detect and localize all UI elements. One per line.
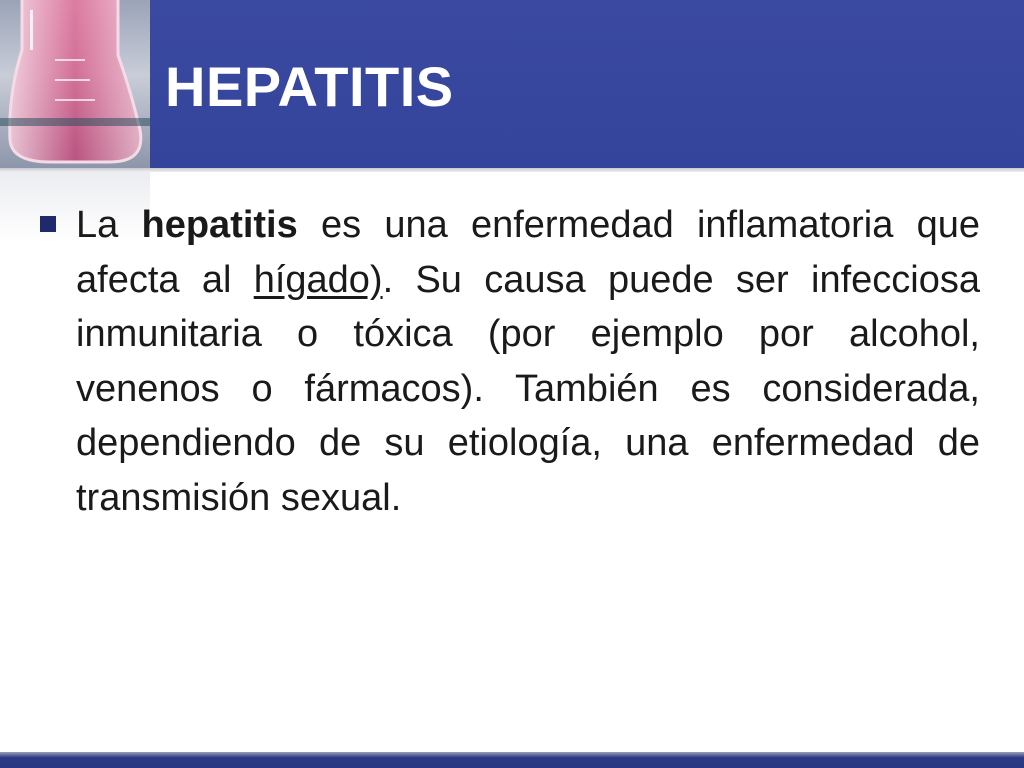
bullet-item: [40, 198, 980, 525]
header-band: [0, 0, 1024, 168]
bullet-text-segment: La: [76, 204, 142, 246]
bullet-paragraph: [76, 198, 980, 525]
flask-photo: [0, 0, 150, 168]
footer-band: [0, 752, 1024, 768]
bold-term-hepatitis: hepatitis: [141, 204, 298, 246]
square-bullet-icon: [40, 216, 56, 232]
bullet-text-segment: . Su causa puede ser infecciosa inmunitaria o tóxica (por ejemplo por alcohol, venenos o fármacos). También es considerada, dependiendo de su etiología, una enfermedad de transmisión sexual.: [76, 258, 980, 519]
flask-icon: [0, 0, 150, 168]
slide-body: [40, 198, 980, 525]
link-higado[interactable]: hígado): [253, 258, 383, 301]
slide-title: HEPATITIS: [165, 55, 454, 118]
header-divider: [0, 168, 1024, 172]
bullet-text-segment: es una enfermedad inflamatoria que afecta al: [76, 204, 981, 301]
